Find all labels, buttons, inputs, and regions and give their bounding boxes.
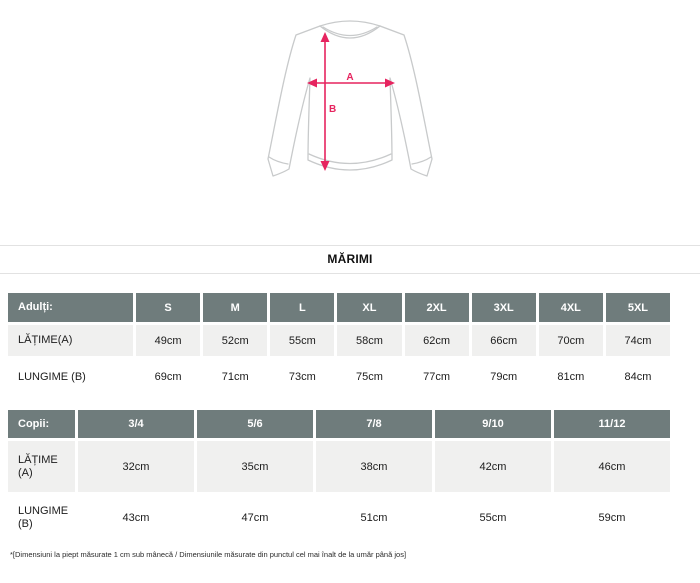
size-header-cell: 4XL — [539, 293, 603, 322]
row-label-length: LUNGIME (B) — [8, 495, 75, 541]
adults-size-table — [8, 293, 670, 395]
size-header-cell: M — [203, 293, 267, 322]
size-value-cell: 62cm — [405, 325, 469, 356]
size-value-cell: 75cm — [337, 359, 401, 395]
size-value-cell: 32cm — [78, 441, 194, 492]
size-value-cell: 52cm — [203, 325, 267, 356]
size-value-cell: 69cm — [136, 359, 200, 395]
size-value-cell: 35cm — [197, 441, 313, 492]
row-label-width: LĂȚIME(A) — [8, 325, 133, 356]
measure-arrows — [307, 32, 395, 171]
size-header-cell: 11/12 — [554, 410, 670, 438]
divider-bottom — [0, 273, 700, 274]
size-value-cell: 74cm — [606, 325, 670, 356]
arrowhead-top — [321, 32, 330, 42]
size-value-cell: 49cm — [136, 325, 200, 356]
size-value-cell: 42cm — [435, 441, 551, 492]
title-section — [0, 245, 700, 274]
size-value-cell: 77cm — [405, 359, 469, 395]
size-header-cell: 7/8 — [316, 410, 432, 438]
size-header-cell: 5XL — [606, 293, 670, 322]
size-value-cell: 47cm — [197, 495, 313, 541]
arrowhead-left — [307, 79, 317, 88]
size-value-cell: 66cm — [472, 325, 536, 356]
size-value-cell: 81cm — [539, 359, 603, 395]
shirt-measurement-diagram — [230, 10, 470, 190]
children-table-label: Copii: — [8, 410, 75, 438]
size-value-cell: 70cm — [539, 325, 603, 356]
row-label-length: LUNGIME (B) — [8, 359, 133, 395]
size-value-cell: 55cm — [270, 325, 334, 356]
page-title: MĂRIMI — [327, 252, 373, 266]
size-value-cell: 55cm — [435, 495, 551, 541]
children-size-table — [8, 410, 670, 541]
size-value-cell: 59cm — [554, 495, 670, 541]
size-header-cell: 2XL — [405, 293, 469, 322]
size-value-cell: 73cm — [270, 359, 334, 395]
size-header-cell: 3XL — [472, 293, 536, 322]
size-header-cell: S — [136, 293, 200, 322]
size-header-cell: 5/6 — [197, 410, 313, 438]
size-value-cell: 51cm — [316, 495, 432, 541]
width-label: A — [346, 72, 354, 83]
shirt-illustration-svg — [230, 10, 470, 190]
size-value-cell: 79cm — [472, 359, 536, 395]
measurement-footnote: *[Dimensiuni la piept măsurate 1 cm sub mânecă / Dimensiunile măsurate din punctul cel mai înalt de la umăr până jos] — [10, 550, 407, 559]
size-value-cell: 46cm — [554, 441, 670, 492]
adults-table-label: Adulți: — [8, 293, 133, 322]
size-header-cell: 9/10 — [435, 410, 551, 438]
size-header-cell: 3/4 — [78, 410, 194, 438]
size-header-cell: L — [270, 293, 334, 322]
row-label-width: LĂȚIME (A) — [8, 441, 75, 492]
size-header-cell: XL — [337, 293, 401, 322]
size-value-cell: 43cm — [78, 495, 194, 541]
size-value-cell: 38cm — [316, 441, 432, 492]
size-value-cell: 58cm — [337, 325, 401, 356]
size-value-cell: 84cm — [606, 359, 670, 395]
length-label: B — [329, 104, 337, 115]
size-value-cell: 71cm — [203, 359, 267, 395]
shirt-outline — [268, 21, 432, 176]
